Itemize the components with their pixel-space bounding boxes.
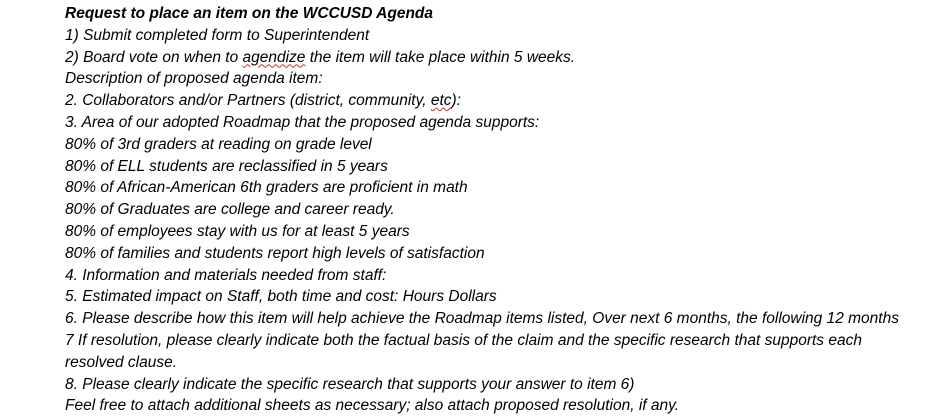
roadmap-goal-graduates: 80% of Graduates are college and career ready.: [65, 201, 395, 219]
item-3-roadmap-area: 3. Area of our adopted Roadmap that the proposed agenda supports:: [65, 113, 540, 131]
roadmap-goal-reading: 80% of 3rd graders at reading on grade level: [65, 135, 372, 153]
step-2-text-before: 2) Board vote on when to: [65, 48, 243, 66]
spellcheck-flagged-word[interactable]: etc: [430, 92, 452, 110]
description-label: Description of proposed agenda item:: [65, 70, 323, 88]
roadmap-goal-ell: 80% of ELL students are reclassified in 5 years: [65, 157, 388, 175]
footer-note: Feel free to attach additional sheets as necessary; also attach proposed resolution, if any.: [65, 397, 680, 415]
spellcheck-flagged-word[interactable]: agendize: [242, 48, 306, 66]
item-5-staff-impact: 5. Estimated impact on Staff, both time and cost: Hours Dollars: [65, 288, 497, 306]
step-2-text-after: the item will take place within 5 weeks.: [305, 48, 576, 66]
roadmap-goal-employees: 80% of employees stay with us for at least 5 years: [65, 222, 410, 240]
item-7-resolution-line-2: resolved clause.: [65, 353, 178, 371]
item-2-collaborators: [65, 90, 945, 112]
form-title: Request to place an item on the WCCUSD Agenda: [65, 5, 434, 22]
item-7-resolution-line-1: 7 If resolution, please clearly indicate both the factual basis of the claim and the specific research that supports each: [65, 331, 862, 349]
item-2-text-after: ):: [451, 92, 461, 110]
roadmap-goal-satisfaction: 80% of families and students report high levels of satisfaction: [65, 244, 485, 262]
step-2-board-vote: [65, 47, 945, 69]
roadmap-goal-math: 80% of African-American 6th graders are proficient in math: [65, 179, 468, 197]
item-4-staff-materials: 4. Information and materials needed from staff:: [65, 266, 387, 284]
item-6-roadmap-achievement: 6. Please describe how this item will help achieve the Roadmap items listed, Over next 6 months, the following 12 months: [65, 310, 899, 328]
item-2-text-before: 2. Collaborators and/or Partners (district, community,: [65, 92, 431, 110]
item-8-research: 8. Please clearly indicate the specific research that supports your answer to item 6): [65, 375, 635, 393]
step-1-submit-form: 1) Submit completed form to Superintendent: [65, 26, 370, 44]
agenda-request-form: [65, 3, 945, 417]
